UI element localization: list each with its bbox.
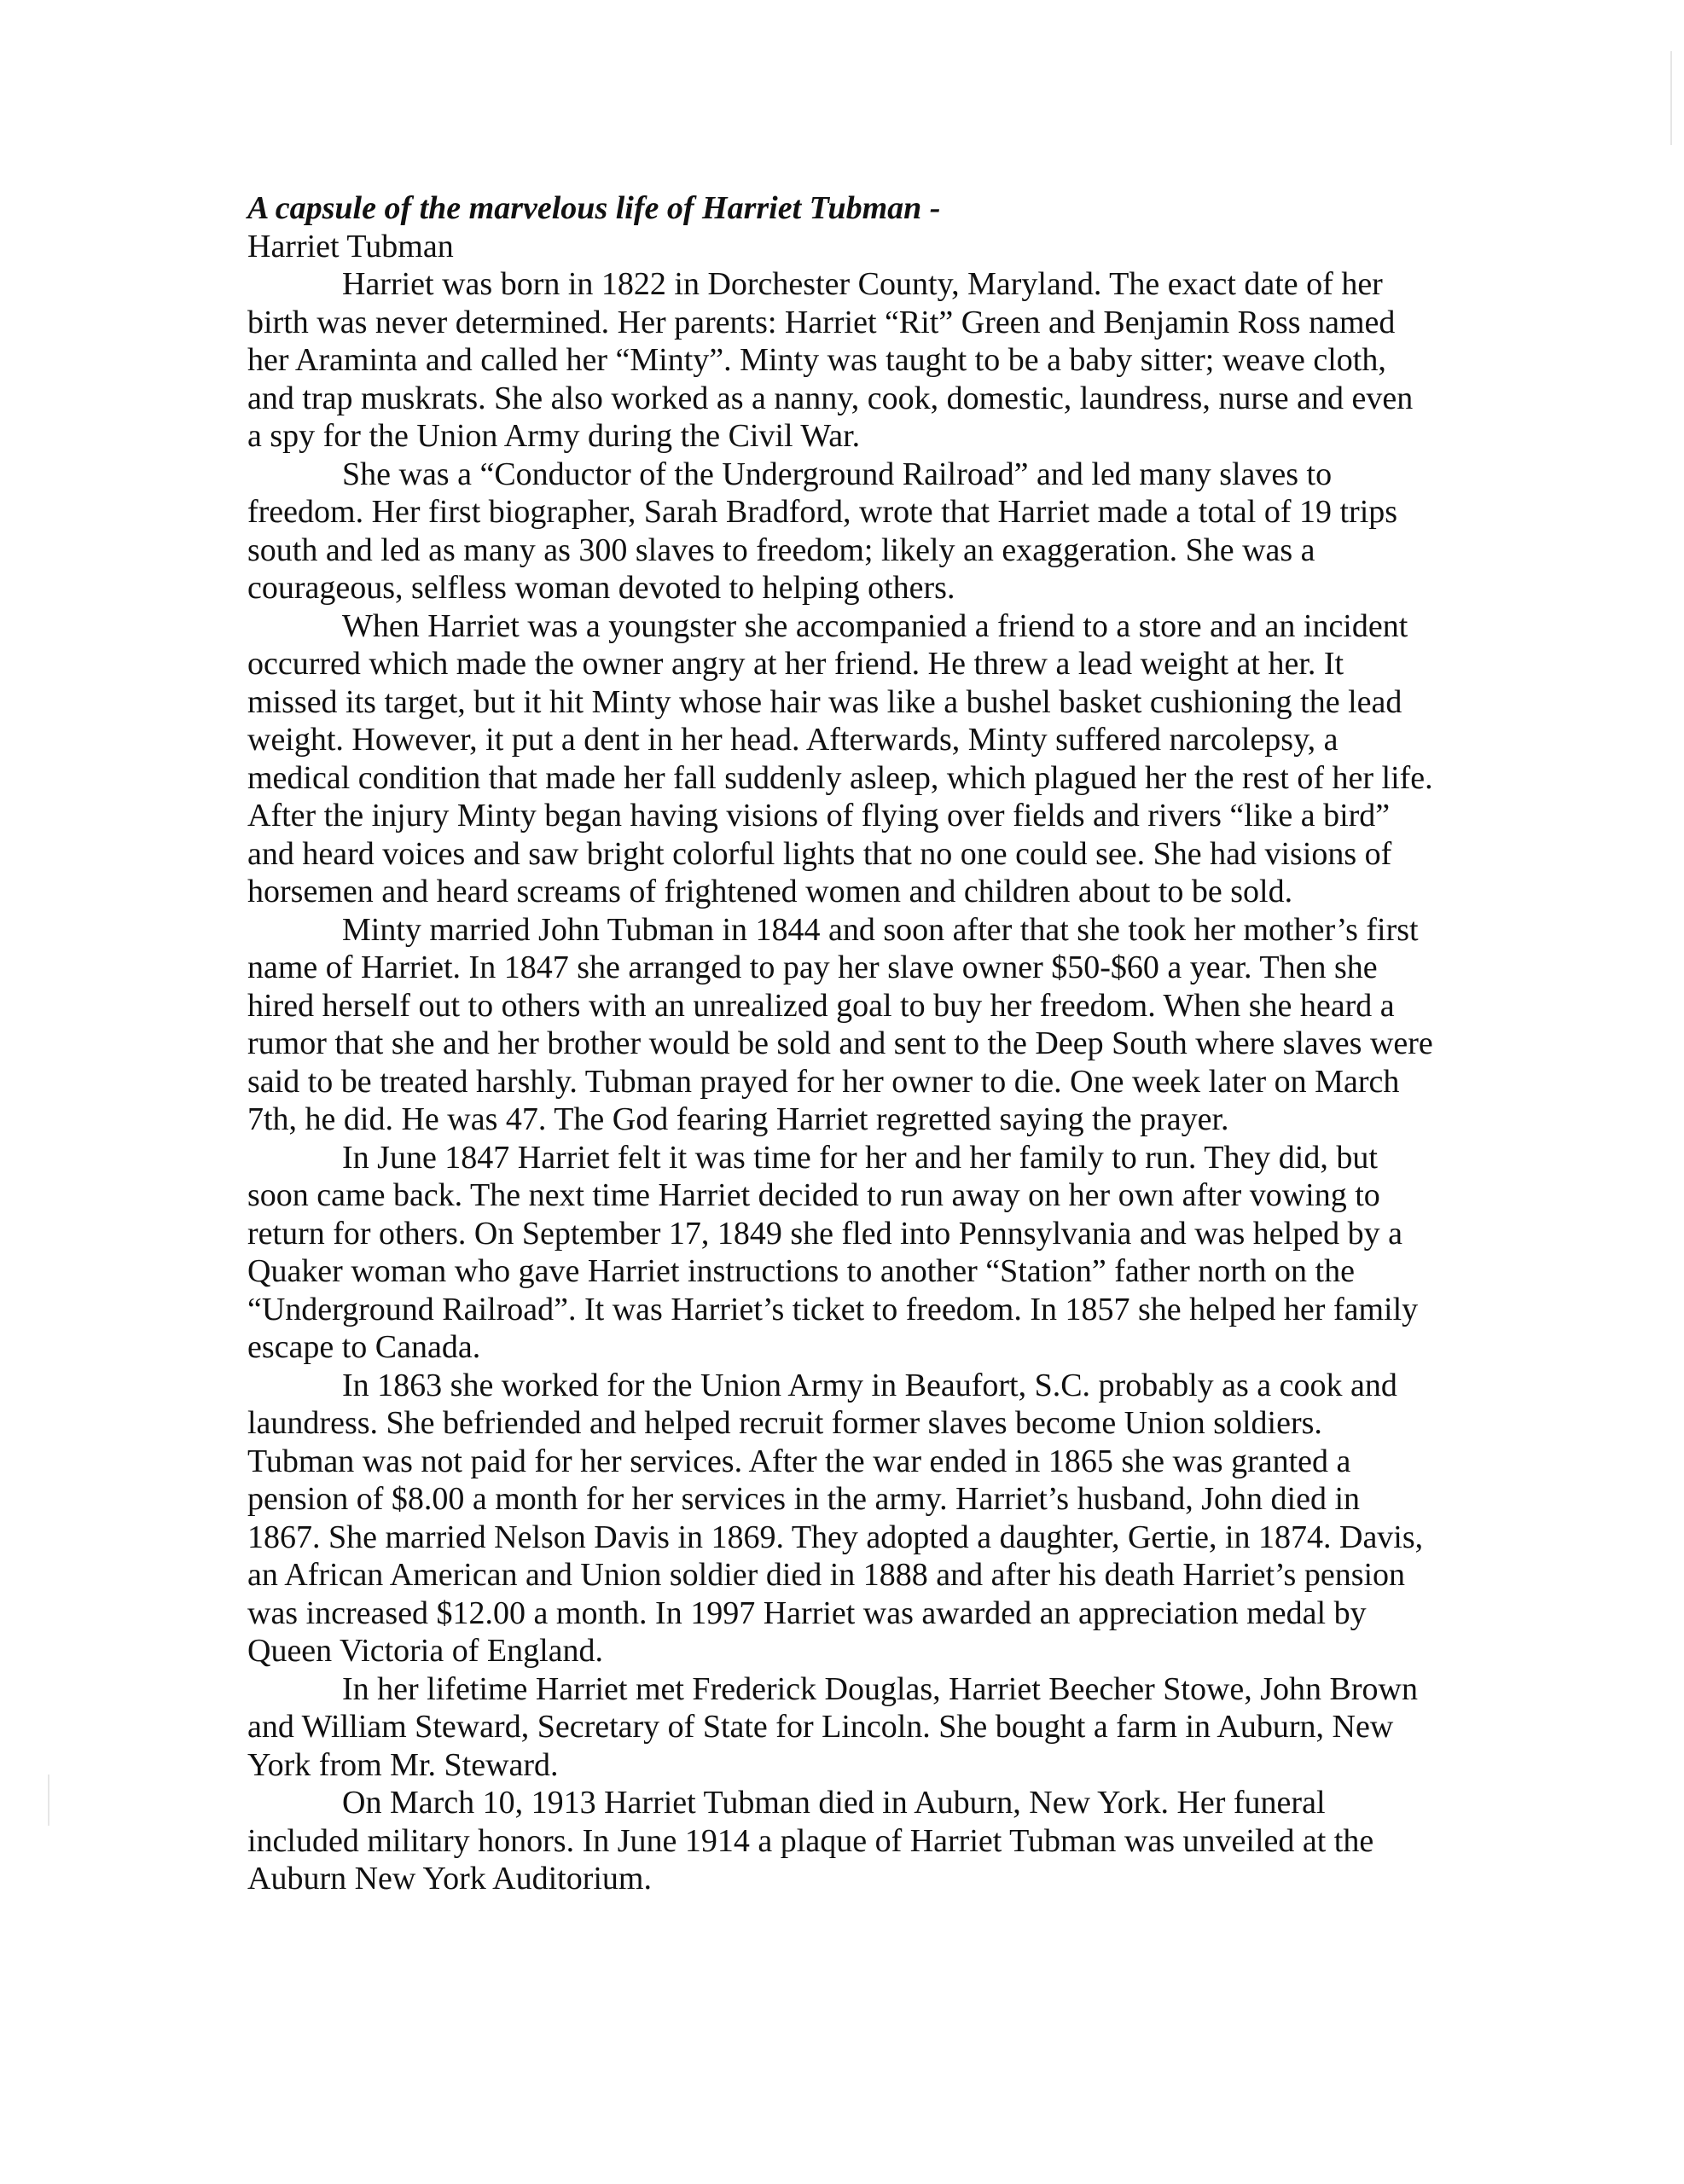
paragraph: When Harriet was a youngster she accompanied a friend to a store and an incident occurred which made the owner angry at her friend. He threw a lead weight at her. It missed its target, but it hit Minty whose hair was like a bushel basket cushioning the lead weight. However, it put a dent in her head. Afterwards, Minty suffered narcolepsy, a medical condition that made her fall suddenly asleep, which plagued her the rest of her life. After the injury Minty began having visions of flying over fields and rivers “like a bird” and heard voices and saw bright colorful lights that no one could see. She had visions of horsemen and heard screams of frightened women and children about to be sold. bbox=[247, 607, 1433, 909]
document-subheading: Harriet Tubman bbox=[247, 228, 454, 264]
document-heading: A capsule of the marvelous life of Harriet Tubman - bbox=[247, 190, 941, 226]
paragraph: In her lifetime Harriet met Frederick Douglas, Harriet Beecher Stowe, John Brown and William Steward, Secretary of State for Lincoln. She bought a farm in Auburn, New York from Mr. Steward. bbox=[247, 1670, 1418, 1783]
scan-edge-mark bbox=[1670, 51, 1672, 145]
paragraph: She was a “Conductor of the Underground Railroad” and led many slaves to freedom. Her first biographer, Sarah Bradford, wrote that Harriet made a total of 19 trips south and led as many as 300 slaves to freedom; likely an exaggeration. She was a courageous, selfless woman devoted to helping others. bbox=[247, 456, 1398, 606]
paragraph: In 1863 she worked for the Union Army in Beaufort, S.C. probably as a cook and laundress. She befriended and helped recruit former slaves become Union soldiers. Tubman was not paid for her services. After the war ended in 1865 she was granted a pension of $8.00 a month for her services in the army. Harriet’s husband, John died in 1867. She married Nelson Davis in 1869. They adopted a daughter, Gertie, in 1874. Davis, an African American and Union soldier died in 1888 and after his death Harriet’s pension was increased $12.00 a month. In 1997 Harriet was awarded an appreciation medal by Queen Victoria of England. bbox=[247, 1367, 1424, 1669]
paragraph: Minty married John Tubman in 1844 and soon after that she took her mother’s first name of Harriet. In 1847 she arranged to pay her slave owner $50-$60 a year. Then she hired herself out to others with an unrealized goal to buy her freedom. When she heard a rumor that she and her brother would be sold and sent to the Deep South where slaves were said to be treated harshly. Tubman prayed for her owner to die. One week later on March 7th, he did. He was 47. The God fearing Harriet regretted saying the prayer. bbox=[247, 911, 1433, 1137]
document-body bbox=[247, 189, 1433, 1898]
scan-edge-mark bbox=[48, 1774, 49, 1826]
paragraph: On March 10, 1913 Harriet Tubman died in Auburn, New York. Her funeral included military honors. In June 1914 a plaque of Harriet Tubman was unveiled at the Auburn New York Auditorium. bbox=[247, 1785, 1374, 1896]
paragraph: Harriet was born in 1822 in Dorchester County, Maryland. The exact date of her birth was never determined. Her parents: Harriet “Rit” Green and Benjamin Ross named her Araminta and called her “Minty”. Minty was taught to be a baby sitter; weave cloth, and trap muskrats. She also worked as a nanny, cook, domestic, laundress, nurse and even a spy for the Union Army during the Civil War. bbox=[247, 266, 1414, 454]
paragraph: In June 1847 Harriet felt it was time for her and her family to run. They did, but soon came back. The next time Harriet decided to run away on her own after vowing to return for others. On September 17, 1849 she fled into Pennsylvania and was helped by a Quaker woman who gave Harriet instructions to another “Station” father north on the “Underground Railroad”. It was Harriet’s ticket to freedom. In 1857 she helped her family escape to Canada. bbox=[247, 1139, 1419, 1365]
